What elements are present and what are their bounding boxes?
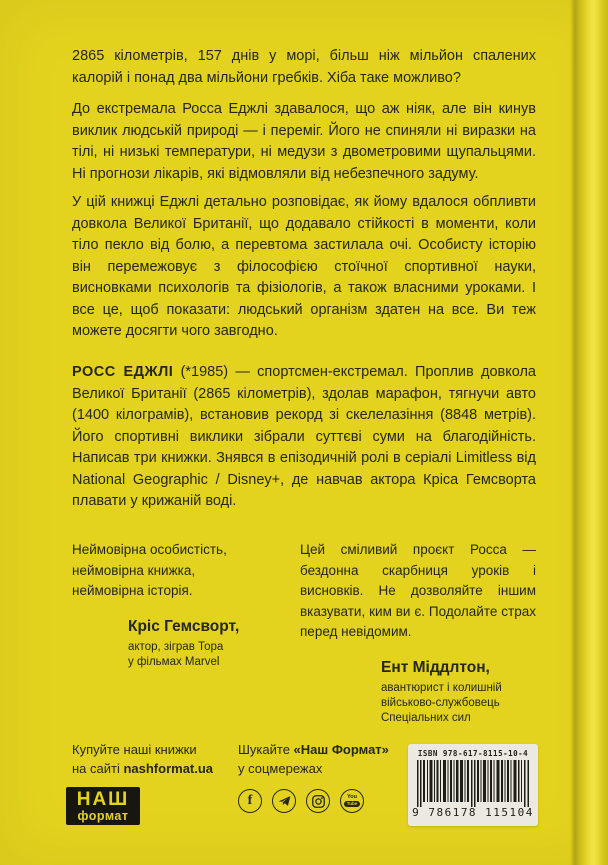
ean13-barcode	[417, 760, 530, 807]
book-description-paragraph: У цій книжці Еджлі детально розповідає, як йому вдалося обпливти довкола Великої Британії, що додавало стійкості в моменти, коли тіло пекло від болю, а перевтома застилала очі. Особисту історію він перемежовує з філософією стоїчної спортивної науки, висновками психологів та фізіологів, а також власними уроками. І все це, щоб показати: людський організм здатен на все. Ви теж можете досягти чого завгодно.	[72, 194, 536, 339]
telegram-plane-glyph	[278, 795, 291, 807]
instagram-icon	[306, 789, 330, 813]
youtube-text-pill: Tube	[344, 801, 360, 808]
isbn-number: ISBN 978-617-8115-10-4	[417, 749, 529, 758]
author-bio-paragraph	[72, 362, 536, 513]
intro-paragraph: 2865 кілометрів, 157 днів у морі, більш ніж мільйон спалених калорій і понад два мільйони гребків. Хіба таке можливо?	[72, 48, 536, 86]
quote-author: Ент Міддлтон,	[381, 658, 490, 676]
logo-text-top: НАШ	[76, 788, 130, 810]
quote-hemsworth	[72, 540, 284, 726]
search-prefix: Шукайте	[238, 742, 294, 757]
publisher-website: nashformat.ua	[123, 760, 214, 776]
social-icons-row	[238, 789, 364, 813]
ean-digits: 9 786178 115104	[412, 806, 534, 819]
youtube-icon	[340, 789, 364, 813]
author-bio-text: (*1985) — спортсмен-екстремал. Проплив довкола Великої Британії (2865 кілометрів), здолав марафон, тягнучи авто (1400 кілограмів), встановив рекорд зі скелелазіння (8848 метрів). Його спортивні виклики зібрали суттєві суми на благодійність. Написав три книжки. Знявся в епізодичній ролі в серіалі Limitless від National Geographic / Disney+, де навчав актора Кріса Гемсворта плавати у крижаній воді.	[72, 364, 536, 509]
buy-line2-prefix: на сайті	[72, 760, 124, 776]
book-page-edge	[570, 0, 608, 865]
endorsement-quotes	[72, 540, 536, 726]
quote-author: Кріс Гемсворт,	[128, 617, 240, 635]
quote-author-role: авантюрист і колишній військово-службовець Спеціальних сил	[381, 681, 502, 724]
telegram-icon	[272, 789, 296, 813]
author-name: РОСС ЕДЖЛІ	[72, 364, 174, 380]
quote-text: Цей сміливий проєкт Росса — бездонна скарбниця уроків і висновків. Не дозволяйте іншим вказувати, ким ви є. Подолайте страх перед невідомим.	[300, 542, 536, 639]
buy-books-text	[72, 741, 213, 778]
facebook-icon	[238, 789, 262, 813]
quote-author-role: актор, зіграв Тора у фільмах Marvel	[128, 640, 224, 668]
nash-format-logo	[66, 787, 140, 825]
quote-middleton	[300, 540, 536, 726]
instagram-glyph	[312, 795, 325, 808]
quote-attribution	[381, 659, 536, 726]
quote-text: Неймовірна особистість, неймовірна книжка, неймовірна історія.	[72, 542, 227, 598]
quote-attribution	[128, 618, 284, 670]
publisher-brand: «Наш Формат»	[293, 742, 389, 757]
facebook-glyph: f	[247, 792, 253, 808]
social-search-text	[238, 741, 389, 778]
buy-line1: Купуйте наші книжки	[72, 742, 197, 757]
youtube-text-top: You	[347, 793, 357, 800]
isbn-barcode-label	[408, 744, 538, 826]
logo-text-bottom: формат	[77, 808, 129, 823]
search-line2: у соцмережах	[238, 760, 323, 776]
challenge-paragraph: До екстремала Росса Еджлі здавалося, що аж ніяк, але він кинув виклик людській природі — і переміг. Його не спиняли ні виразки на тілі, ні низькі температури, ні медузи з двометровими щупальцями. Ні прогнози лікарів, які відмовляли від небезпечного задуму.	[72, 101, 536, 182]
